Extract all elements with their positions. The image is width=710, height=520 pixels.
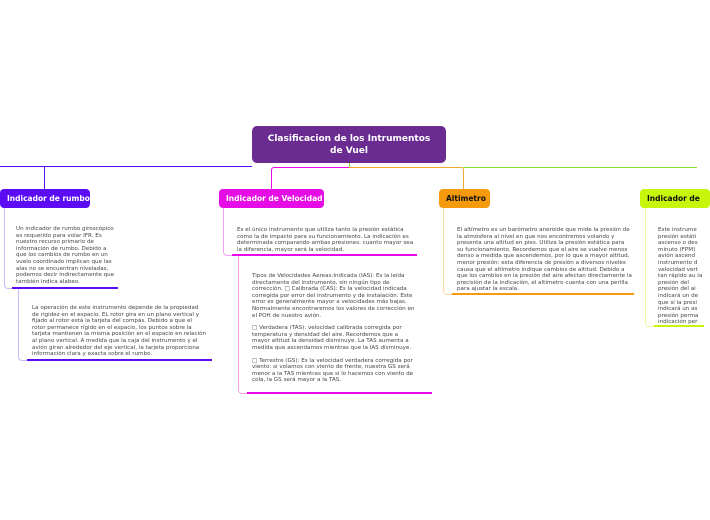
branch-line (645, 208, 655, 327)
branch-line (443, 208, 453, 295)
underline (232, 254, 417, 256)
connector-velocidad (271, 167, 350, 190)
connector-rumbo-drop (44, 167, 45, 189)
node-label: Indicador de rumbo (7, 194, 90, 203)
tipo-gs: □ Terrestre (GS): Es la velocidad verdadera corregida por viento: si volamos con viento de frente, nuestra GS será menor a la TAS mientras que si lo hacemos con viento de cola, la GS será mayor a la TAS. (252, 357, 414, 384)
branch-line (4, 208, 13, 289)
rumbo-text-1: Un indicador de rumbo giroscópico es requerido para volar IFR. Es nuestro recurso primario de información de rumbo. Debido a que los cambios de rumbo en un vuelo coordinado implican que las alas no se encuentran niveladas, podemos decir indirectamente que también indica alabeo. (16, 226, 115, 285)
underline (27, 359, 212, 361)
node-indicador-partial[interactable] (640, 189, 710, 208)
node-label: Altimetro (446, 194, 486, 203)
root-title: Clasificacion de los Intrumentos de Vuel (267, 133, 431, 156)
connector-right (463, 167, 697, 168)
tipo-iasCas: Tipos de Velocidades Aereas:Indicada (IAS): Es la leída directamente del instrumento, sin ningún tipo de corrección. □ Calibrada (CAS): Es la velocidad indicada corregida por error del instrumento y de instalación. Este error es generalmente mayor a velocidades más bajas. Normalmente encontraremos los valores de corrección en el POH de nuestro avión. (252, 273, 415, 319)
node-indicador-velocidad[interactable] (219, 189, 324, 208)
underline (247, 392, 432, 394)
underline (452, 293, 634, 295)
connector-altimetro (349, 167, 464, 190)
node-indicador-rumbo[interactable] (0, 189, 90, 208)
altimetro-text: El altímetro es un barómetro aneroide que mide la presión de la atmósfera al nivel en que nos encontremos volando y presenta una altitud en pies. Utiliza la presión estática para su funcionamiento. Recordemos que el aire se vuelve menos denso a medida que ascendemos, por lo que a mayor altitud, menor presión: esta diferencia de presión a diversos niveles causa que el altímetro indique cambios de altitud. Debido a que los cambios en la presión del aire afectan directamente la precisión de la indicación, el altímetro cuenta con una perilla para ajustar la escala. (457, 227, 632, 293)
branch-line (238, 256, 248, 394)
rumbo-text-2: La operación de este instrumento depende de la propiedad de rigidez en el espacio. EL rotor gira en un plano vertical y fijado al rotor está la tarjeta del compás. Debido a que el rotor permanece rígido en el espacio, los puntos sobre la tarjeta mantienen la misma posición en el espacio en relación al plano vertical. A medida que la caja del instrumento y el avión giran alrededor del eje vertical, la tarjeta proporciona información clara y exacta sobre el rumbo. (32, 305, 207, 358)
branch-line (223, 208, 233, 256)
tipo-tas: □ Verdadera (TAS): velocidad calibrada corregida por temperatura y densidad del aire. Recordemos que a mayor altitud la densidad disminuye. La TAS aumenta a medida que ascendamos mientras que la IAS disminuye. (252, 325, 412, 351)
branch-line (18, 289, 28, 361)
underline (654, 325, 704, 327)
partial-text: Este instrume presión estáti ascenso o des minuto (FPM) avión ascend instrumento d velocidad vert tan rápido au la presión del presión del ai indicará un de que si la presi indicará un as presión perma indicación per (658, 227, 703, 326)
node-label: Indicador de Velocidad (226, 194, 323, 203)
node-altimetro[interactable] (439, 189, 490, 208)
connector-rumbo (0, 166, 252, 167)
velocidad-types (252, 273, 417, 384)
velocidad-text-1: Es el único instrumento que utiliza tanto la presión estática como la de impacto para su funcionamiento. La indicación es determinada comparando ambas presiones: cuanto mayor sea la diferencia, mayor será la velocidad. (237, 227, 414, 253)
root-node[interactable] (252, 126, 446, 163)
node-label: Indicador de (647, 194, 700, 203)
